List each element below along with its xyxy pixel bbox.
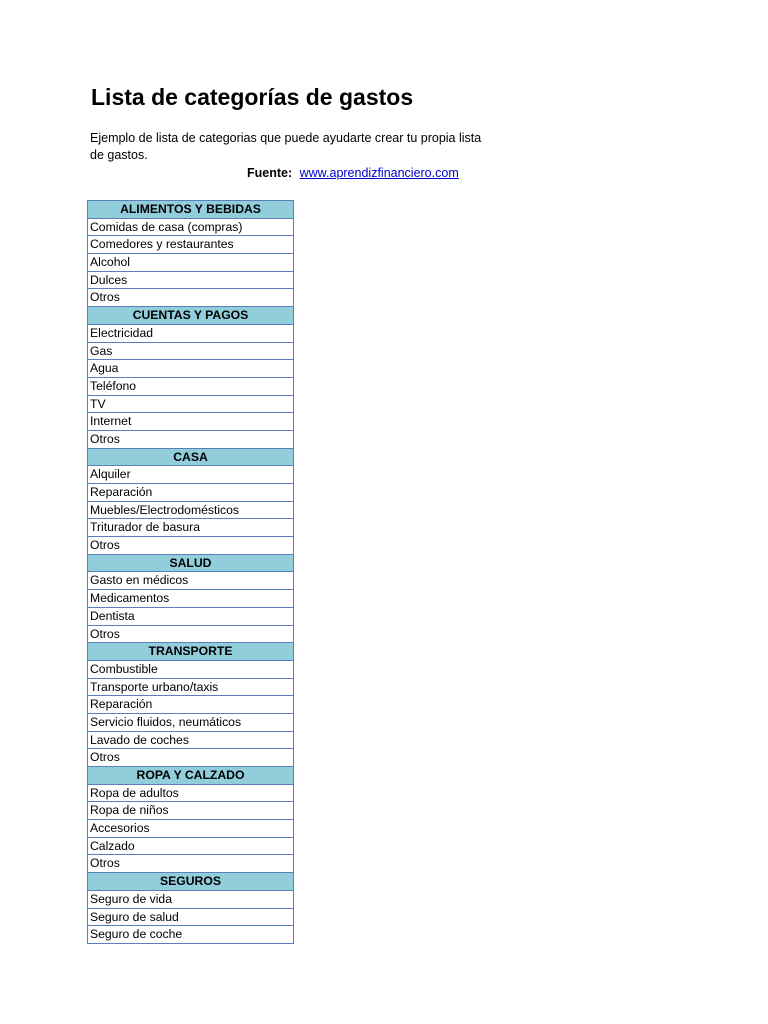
- section-header: SEGUROS: [87, 873, 294, 891]
- category-item: Otros: [87, 749, 294, 767]
- category-item: Dentista: [87, 608, 294, 626]
- category-item: Seguro de salud: [87, 909, 294, 927]
- category-item: Comedores y restaurantes: [87, 236, 294, 254]
- category-item: Reparación: [87, 484, 294, 502]
- section-header: SALUD: [87, 555, 294, 573]
- section-header: CASA: [87, 449, 294, 467]
- category-item: Dulces: [87, 272, 294, 290]
- source-link[interactable]: www.aprendizfinanciero.com: [299, 166, 459, 180]
- category-item: Otros: [87, 855, 294, 873]
- category-item: Internet: [87, 413, 294, 431]
- category-item: Gas: [87, 343, 294, 361]
- section-header: ALIMENTOS Y BEBIDAS: [87, 201, 294, 219]
- category-item: Ropa de adultos: [87, 785, 294, 803]
- category-item: Muebles/Electrodomésticos: [87, 502, 294, 520]
- category-item: Seguro de coche: [87, 926, 294, 944]
- category-item: Otros: [87, 289, 294, 307]
- category-item: Ropa de niños: [87, 802, 294, 820]
- source-line: [247, 166, 459, 180]
- category-item: Electricidad: [87, 325, 294, 343]
- section-header: ROPA Y CALZADO: [87, 767, 294, 785]
- category-item: Alcohol: [87, 254, 294, 272]
- category-item: Calzado: [87, 838, 294, 856]
- category-item: Reparación: [87, 696, 294, 714]
- category-item: Medicamentos: [87, 590, 294, 608]
- source-label: Fuente:: [247, 166, 293, 180]
- category-item: Triturador de basura: [87, 519, 294, 537]
- category-item: Accesorios: [87, 820, 294, 838]
- category-item: Transporte urbano/taxis: [87, 679, 294, 697]
- section-header: CUENTAS Y PAGOS: [87, 307, 294, 325]
- category-item: Lavado de coches: [87, 732, 294, 750]
- category-item: Seguro de vida: [87, 891, 294, 909]
- category-item: Gasto en médicos: [87, 572, 294, 590]
- description-text: Ejemplo de lista de categorias que puede ayudarte crear tu propia lista de gastos.: [90, 131, 482, 162]
- category-item: Agua: [87, 360, 294, 378]
- category-item: Comidas de casa (compras): [87, 219, 294, 237]
- category-item: Servicio fluidos, neumáticos: [87, 714, 294, 732]
- category-item: TV: [87, 396, 294, 414]
- category-item: Teléfono: [87, 378, 294, 396]
- category-item: Otros: [87, 626, 294, 644]
- category-item: Alquiler: [87, 466, 294, 484]
- categories-table: [87, 200, 294, 944]
- category-item: Otros: [87, 537, 294, 555]
- section-header: TRANSPORTE: [87, 643, 294, 661]
- category-item: Combustible: [87, 661, 294, 679]
- page-title: Lista de categorías de gastos: [91, 84, 414, 110]
- category-item: Otros: [87, 431, 294, 449]
